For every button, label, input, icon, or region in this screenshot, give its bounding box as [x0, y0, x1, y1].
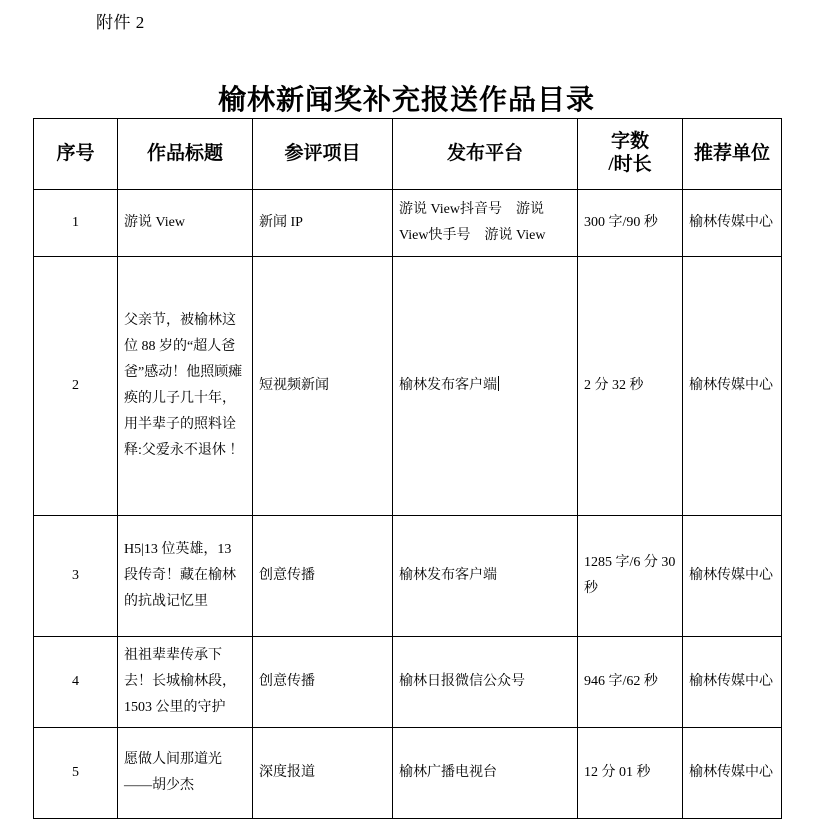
table-header-row	[34, 119, 782, 190]
table-row	[34, 728, 782, 819]
cell-no: 1	[34, 190, 118, 257]
cell-count: 300 字/90 秒	[578, 190, 683, 257]
attachment-label: 附件 2	[96, 13, 145, 32]
cell-unit: 榆林传媒中心	[683, 516, 782, 637]
table-row	[34, 190, 782, 257]
text-cursor	[498, 376, 499, 391]
cell-platform: 游说 View抖音号 游说 View快手号 游说 View	[393, 190, 578, 257]
column-header-count-line1: 字数	[610, 131, 649, 153]
cell-no: 2	[34, 257, 118, 516]
cell-unit: 榆林传媒中心	[683, 190, 782, 257]
cell-title: H5|13 位英雄，13 段传奇！藏在榆林的抗战记忆里	[118, 516, 253, 637]
column-header-no: 序号	[34, 119, 118, 190]
cell-platform: 榆林广播电视台	[393, 728, 578, 819]
cell-unit: 榆林传媒中心	[683, 728, 782, 819]
table-row	[34, 637, 782, 728]
column-header-platform: 发布平台	[393, 119, 578, 190]
cell-title: 愿做人间那道光——胡少杰	[118, 728, 253, 819]
page-title: 榆林新闻奖补充报送作品目录	[217, 85, 595, 116]
cell-title: 祖祖辈辈传承下去！长城榆林段，1503 公里的守护	[118, 637, 253, 728]
cell-platform: 榆林日报微信公众号	[393, 637, 578, 728]
column-header-unit: 推荐单位	[683, 119, 782, 190]
column-header-title: 作品标题	[118, 119, 253, 190]
table-row	[34, 257, 782, 516]
cell-title: 游说 View	[118, 190, 253, 257]
column-header-item: 参评项目	[253, 119, 393, 190]
cell-platform-text: 榆林发布客户端	[399, 378, 497, 394]
cell-item: 创意传播	[253, 637, 393, 728]
cell-item: 新闻 IP	[253, 190, 393, 257]
cell-item: 短视频新闻	[253, 257, 393, 516]
cell-item: 深度报道	[253, 728, 393, 819]
column-header-count	[578, 119, 683, 190]
cell-unit: 榆林传媒中心	[683, 257, 782, 516]
cell-platform: 榆林发布客户端	[393, 516, 578, 637]
works-catalog-table	[33, 118, 782, 819]
cell-title: 父亲节，被榆林这位 88 岁的“超人爸爸”感动！他照顾瘫痪的儿子几十年，用半辈子的照料诠释:父爱永不退休 ！	[118, 257, 253, 516]
cell-platform	[393, 257, 578, 516]
cell-unit: 榆林传媒中心	[683, 637, 782, 728]
cell-no: 3	[34, 516, 118, 637]
cell-no: 4	[34, 637, 118, 728]
cell-count: 2 分 32 秒	[578, 257, 683, 516]
cell-no: 5	[34, 728, 118, 819]
cell-count: 946 字/62 秒	[578, 637, 683, 728]
cell-count: 1285 字/6 分 30 秒	[578, 516, 683, 637]
table-row	[34, 516, 782, 637]
cell-item: 创意传播	[253, 516, 393, 637]
column-header-count-line2: /时长	[608, 154, 652, 175]
cell-count: 12 分 01 秒	[578, 728, 683, 819]
